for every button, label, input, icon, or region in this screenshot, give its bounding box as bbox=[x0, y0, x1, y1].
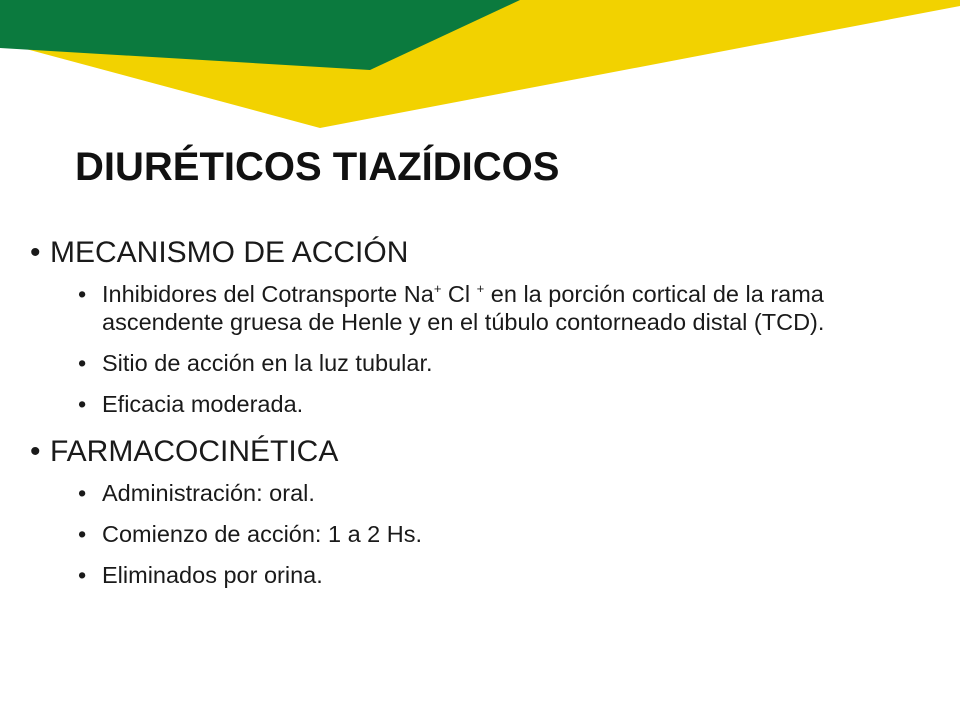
item-text-part: Cl bbox=[441, 281, 477, 307]
item-text: Sitio de acción en la luz tubular. bbox=[102, 350, 433, 376]
section-heading-text: FARMACOCINÉTICA bbox=[50, 435, 339, 468]
section-mechanism bbox=[30, 232, 930, 418]
bullet-list bbox=[30, 280, 930, 418]
header-banner bbox=[0, 0, 960, 140]
item-text: Eficacia moderada. bbox=[102, 391, 304, 417]
list-item bbox=[78, 520, 930, 548]
bullet-icon: • bbox=[78, 350, 87, 376]
bullet-icon: • bbox=[78, 391, 87, 417]
bullet-icon: • bbox=[78, 281, 87, 307]
bullet-icon: • bbox=[78, 480, 87, 506]
section-heading bbox=[30, 431, 930, 473]
list-item bbox=[78, 280, 930, 336]
superscript-charge: + bbox=[476, 281, 485, 296]
item-text: Eliminados por orina. bbox=[102, 562, 323, 588]
bullet-icon: • bbox=[30, 435, 41, 468]
section-heading bbox=[30, 232, 930, 274]
bullet-list bbox=[30, 479, 930, 589]
section-heading-text: MECANISMO DE ACCIÓN bbox=[50, 236, 409, 269]
superscript-charge: + bbox=[433, 281, 442, 296]
list-item bbox=[78, 390, 930, 418]
bullet-icon: • bbox=[78, 562, 87, 588]
bullet-icon: • bbox=[78, 521, 87, 547]
slide-content bbox=[30, 232, 930, 602]
list-item bbox=[78, 479, 930, 507]
item-text: Comienzo de acción: 1 a 2 Hs. bbox=[102, 521, 423, 547]
slide-title: DIURÉTICOS TIAZÍDICOS bbox=[75, 145, 560, 189]
section-pharmacokinetics bbox=[30, 431, 930, 589]
item-text: Administración: oral. bbox=[102, 480, 315, 506]
item-text-part: en la porción cortical de la rama ascendente gruesa de Henle y en el túbulo contorneado distal (TCD). bbox=[102, 281, 825, 335]
list-item bbox=[78, 349, 930, 377]
bullet-icon: • bbox=[30, 236, 41, 269]
list-item bbox=[78, 561, 930, 589]
item-text-part: Inhibidores del Cotransporte Na bbox=[102, 281, 434, 307]
